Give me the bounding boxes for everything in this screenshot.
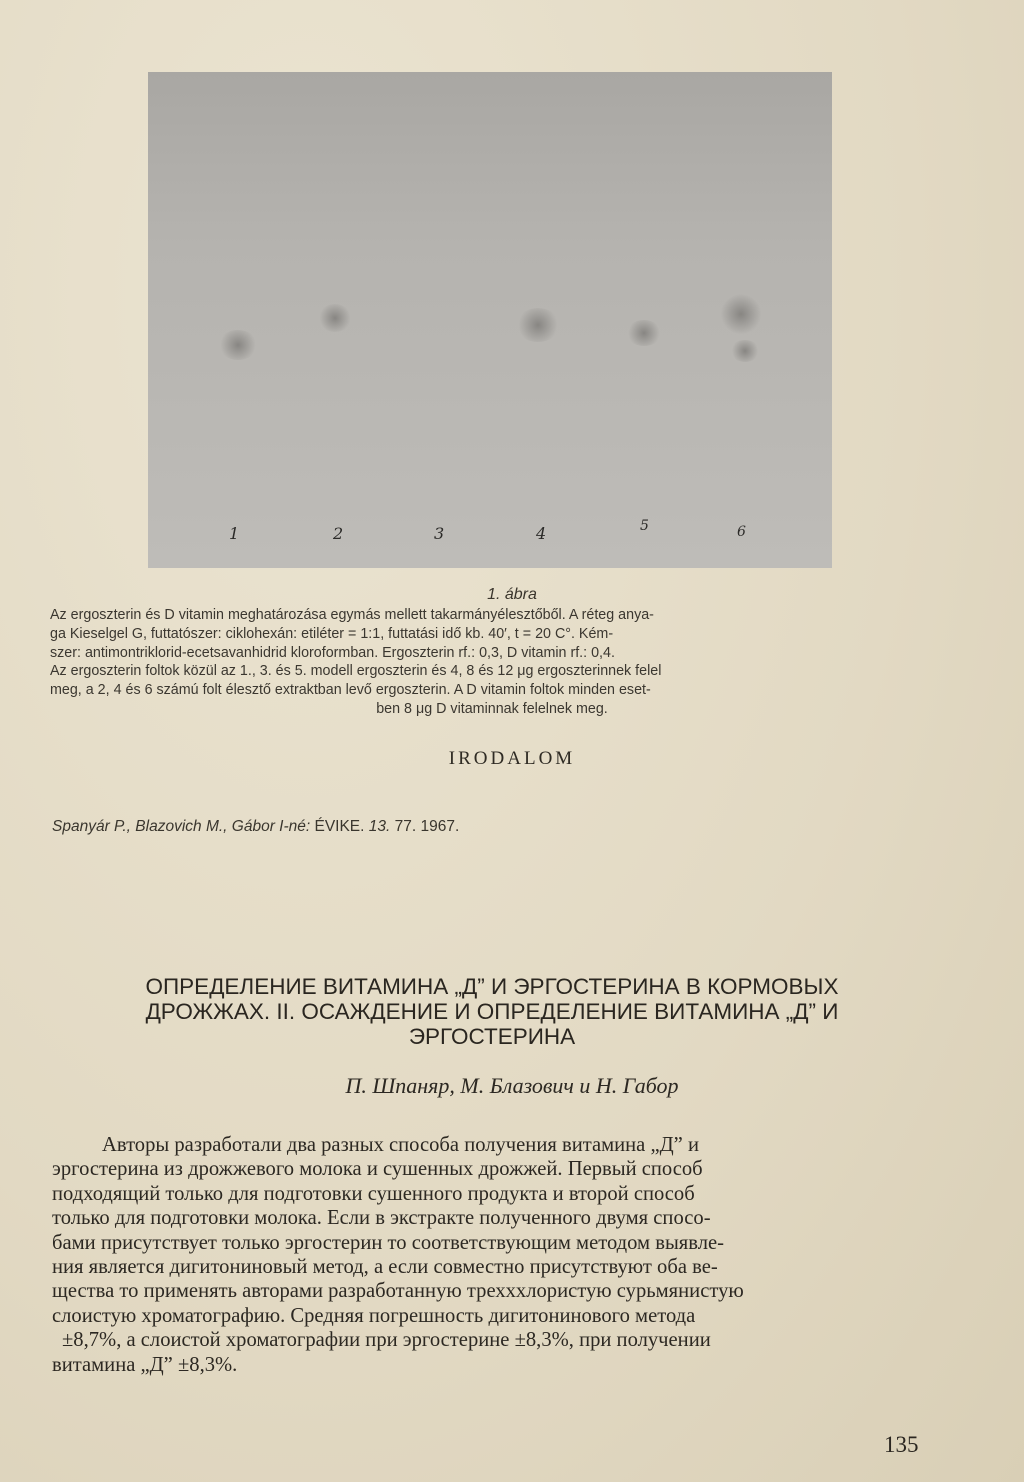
caption-line: Az ergoszterin foltok közül az 1., 3. és 5. modell ergoszterin és 4, 8 és 12 μg ergoszterinnek felel xyxy=(50,663,662,680)
abstract-line: эргостерина из дрожжевого молока и сушенных дрожжей. Первый способ xyxy=(52,1158,703,1181)
article-authors: П. Шпаняр, М. Блазович и Н. Габор xyxy=(345,1073,679,1098)
reference-journal: ÉVIKE. xyxy=(314,818,365,835)
lane-label-3: 3 xyxy=(434,524,445,543)
caption-line: meg, a 2, 4 és 6 számú folt élesztő extraktban levő ergoszterin. A D vitamin foltok minden eset- xyxy=(50,682,651,699)
abstract-line: ния является дигитониновый метод, а если совместно присутствуют оба ве- xyxy=(52,1256,718,1279)
spot-lane-6 xyxy=(730,340,760,362)
spot-lane-4 xyxy=(626,320,662,346)
caption-line: ga Kieselgel G, futtatószer: ciklohexán: etiléter = 1:1, futtatási idő kb. 40′, t = 20 C°. Kém- xyxy=(50,625,614,642)
figure-caption xyxy=(50,606,934,719)
caption-line: ben 8 μg D vitaminnak felelnek meg. xyxy=(376,700,608,717)
abstract-line: бами присутствует только эргостерин то соответствующим методом выявле- xyxy=(52,1231,724,1254)
lane-label-6: 6 xyxy=(737,524,746,540)
abstract-line: Авторы разработали два разных способа получения витамина „Д” и xyxy=(102,1134,699,1156)
page-number: 135 xyxy=(884,1432,919,1457)
abstract-line: ±8,7%, а слоистой хроматографии при эргостерине ±8,3%, при получении xyxy=(62,1329,711,1352)
lane-label-5: 5 xyxy=(640,518,649,534)
spot-lane-5 xyxy=(720,294,762,334)
abstract-line: подходящий только для подготовки сушенного продукта и второй способ xyxy=(52,1182,695,1205)
lane-label-1: 1 xyxy=(229,524,240,543)
reference-item xyxy=(52,818,459,836)
lane-label-2: 2 xyxy=(333,524,344,543)
spot-lane-3 xyxy=(516,308,560,342)
figure-caption-label: 1. ábra xyxy=(487,586,537,603)
article-title xyxy=(50,974,934,1049)
title-line: ДРОЖЖАХ. II. ОСАЖДЕНИЕ И ОПРЕДЕЛЕНИЕ ВИТАМИНА „Д” И xyxy=(145,999,839,1024)
title-line: ЭРГОСТЕРИНА xyxy=(408,1024,576,1049)
abstract-line: щества то применять авторами разработанную трехххлористую сурьмянистую xyxy=(52,1280,744,1303)
caption-line: Az ergoszterin és D vitamin meghatározása egymás mellett takarmányélesztőből. A réteg anya- xyxy=(50,607,654,623)
abstract-line: слоистую хроматографию. Средняя погрешность дигитонинового метода xyxy=(52,1304,696,1327)
lane-label-4: 4 xyxy=(536,524,547,543)
abstract-line: только для подготовки молока. Если в экстракте полученного двумя спосо- xyxy=(52,1207,711,1230)
tlc-plate-figure xyxy=(148,72,832,568)
references-heading: IRODALOM xyxy=(448,748,576,769)
article-abstract xyxy=(52,1133,932,1377)
reference-authors: Spanyár P., Blazovich M., Gábor I-né: xyxy=(52,818,311,835)
title-line: ОПРЕДЕЛЕНИЕ ВИТАМИНА „Д” И ЭРГОСТЕРИНА В КОРМОВЫХ xyxy=(145,974,839,999)
spot-lane-2 xyxy=(318,304,352,332)
abstract-line: витамина „Д” ±8,3%. xyxy=(52,1353,238,1376)
caption-line: szer: antimontriklorid-ecetsavanhidrid kloroformban. Ergoszterin rf.: 0,3, D vitamin rf.: 0,4. xyxy=(50,644,615,661)
reference-volume: 13. xyxy=(368,818,391,835)
spot-lane-1 xyxy=(218,330,258,360)
reference-pages-year: 77. 1967. xyxy=(394,818,460,835)
